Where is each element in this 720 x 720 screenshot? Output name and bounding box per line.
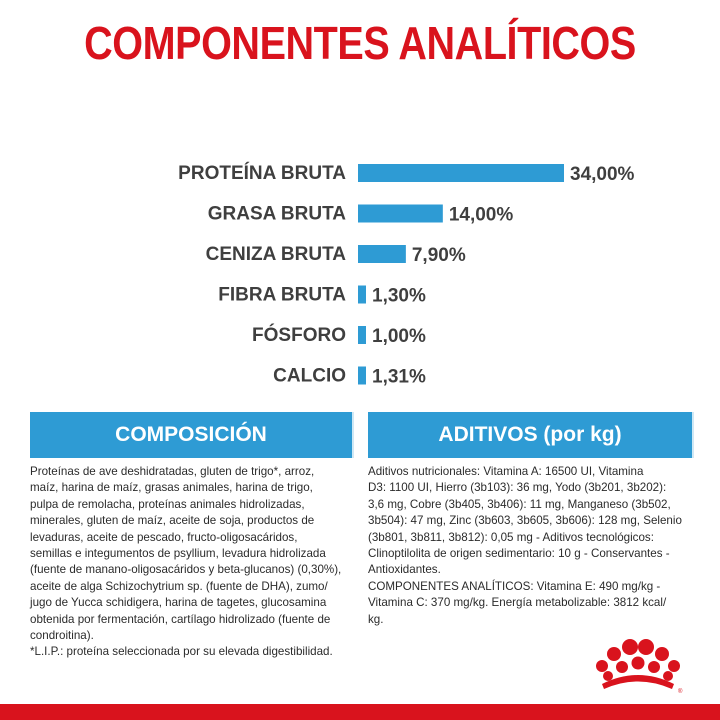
composicion-header: COMPOSICIÓN	[30, 412, 352, 458]
bar	[358, 367, 366, 385]
page-title: COMPONENTES ANALÍTICOS	[84, 17, 636, 69]
category-label: FÓSFORO	[252, 325, 346, 346]
bar	[358, 286, 366, 304]
value-label: 1,30%	[372, 285, 426, 307]
value-label: 7,90%	[411, 245, 466, 266]
svg-text:®: ®	[678, 689, 683, 694]
aditivos-header: ADITIVOS (por kg)	[368, 412, 692, 458]
category-label: CALCIO	[273, 365, 346, 387]
composicion-text	[30, 464, 360, 661]
category-label: FIBRA BRUTA	[218, 284, 346, 306]
bottom-red-bar	[0, 704, 720, 720]
value-label: 14,00%	[448, 204, 514, 226]
category-label: GRASA BRUTA	[207, 203, 346, 225]
value-label: 34,00%	[570, 164, 635, 185]
royal-canin-crown-icon	[592, 636, 684, 694]
composicion-paragraph: Proteínas de ave deshidratadas, gluten de trigo*, arroz, maíz, harina de maíz, grasas animales, harina de trigo, pulpa de remolacha, proteínas animales hidrolizadas, minerales, gluten de maíz, aceite de soja, productos de levaduras, aceite de pescado, fructo-oligosacáridos, semillas e integumentos de psyllium, levadura hidrolizada (fuente de manano-oligosacáridos y beta-glucanos) (0,30%), aceite de alga Schizochytrium sp. (fuente de DHA), zumo/ jugo de Yucca schidigera, harina de tagetes, glucosamina obtenida por fermentación, cartílago hidrolizado (fuente de condroitina). *L.I.P.: proteína seleccionada por su elevada digestibilidad.	[30, 465, 342, 659]
bar	[358, 164, 564, 182]
analytic-components-chart	[0, 150, 720, 400]
value-label: 1,31%	[372, 366, 426, 388]
category-label: PROTEÍNA BRUTA	[178, 163, 346, 184]
bar	[358, 205, 443, 223]
bar	[358, 326, 366, 344]
bar-chart-svg	[0, 150, 720, 400]
value-label: 1,00%	[372, 326, 426, 347]
category-label: CENIZA BRUTA	[205, 244, 346, 265]
aditivos-paragraph: Aditivos nutricionales: Vitamina A: 16500 UI, Vitamina D3: 1100 UI, Hierro (3b103): 36 mg, Yodo (3b201, 3b202): 3,6 mg, Cobre (3b405, 3b406): 11 mg, Manganeso (3b502, 3b504): 47 mg, Zinc (3b603, 3b605, 3b606): 128 mg, Selenio (3b801, 3b811, 3b812): 0,05 mg - Aditivos tecnológicos: Clinoptilolita de origen sedimentario: 10 g - Conservantes - Antioxidantes. COMPONENTES ANALÍTICOS: Vitamina E: 490 mg/kg - Vitamina C: 370 mg/kg. Energía metabolizable: 3812 kcal/ kg.	[368, 465, 682, 626]
aditivos-text	[368, 464, 698, 628]
bar	[358, 245, 406, 263]
